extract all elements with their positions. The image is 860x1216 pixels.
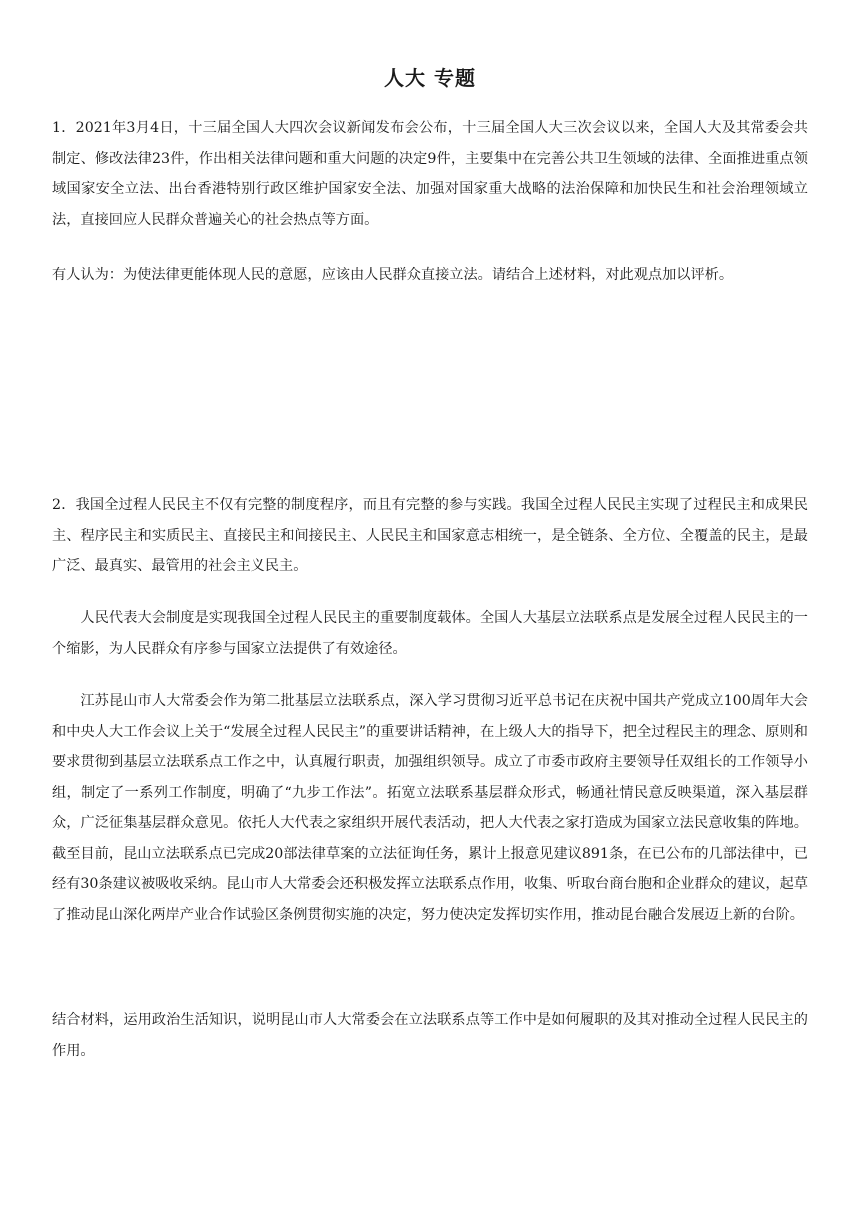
question-2-paragraph-1: 2．我国全过程人民民主不仅有完整的制度程序，而且有完整的参与实践。我国全过程人民民主实现了过程民主和成果民主、程序民主和实质民主、直接民主和间接民主、人民民主和国家意志相统一，是全链条、全方位、全覆盖的民主，是最广泛、最真实、最管用的社会主义民主。 <box>52 497 808 574</box>
question-2-paragraph-3: 江苏昆山市人大常委会作为第二批基层立法联系点，深入学习贯彻习近平总书记在庆祝中国共产党成立100周年大会和中央人大工作会议上关于“发展全过程人民民主”的重要讲话精神，在上级人大的指导下，把全过程民主的理念、原则和要求贯彻到基层立法联系点工作之中，认真履行职责，加强组织领导。成立了市委市政府主要领导任双组长的工作领导小组，制定了一系列工作制度，明确了“九步工作法”。拓宽立法联系基层群众形式，畅通社情民意反映渠道，深入基层群众，广泛征集基层群众意见。依托人大代表之家组织开展代表活动，把人大代表之家打造成为国家立法民意收集的阵地。截至目前，昆山立法联系点已完成20部法律草案的立法征询任务，累计上报意见建议891条，在已公布的几部法律中，已经有30条建议被吸收采纳。昆山市人大常委会还积极发挥立法联系点作用，收集、听取台商台胞和企业群众的建议，起草了推动昆山深化两岸产业合作试验区条例贯彻实施的决定，努力使决定发挥切实作用，推动昆台融合发展迈上新的台阶。 <box>52 693 808 923</box>
question-1-prompt: 有人认为：为使法律更能体现人民的意愿，应该由人民群众直接立法。请结合上述材料，对此观点加以评析。 <box>52 267 734 283</box>
question-1-material: 1．2021年3月4日，十三届全国人大四次会议新闻发布会公布，十三届全国人大三次会议以来，全国人大及其常委会共制定、修改法律23件，作出相关法律问题和重大问题的决定9件，主要集中在完善公共卫生领域的法律、全面推进重点领域国家安全立法、出台香港特别行政区维护国家安全法、加强对国家重大战略的法治保障和加快民生和社会治理领域立法，直接回应人民群众普遍关心的社会热点等方面。 <box>52 120 808 228</box>
question-2-paragraph-2: 人民代表大会制度是实现我国全过程人民民主的重要制度载体。全国人大基层立法联系点是发展全过程人民民主的一个缩影，为人民群众有序参与国家立法提供了有效途径。 <box>52 610 808 657</box>
page-title: 人大 专题 <box>384 66 476 90</box>
question-2-prompt: 结合材料，运用政治生活知识，说明昆山市人大常委会在立法联系点等工作中是如何履职的及其对推动全过程人民民主的作用。 <box>52 1012 808 1059</box>
